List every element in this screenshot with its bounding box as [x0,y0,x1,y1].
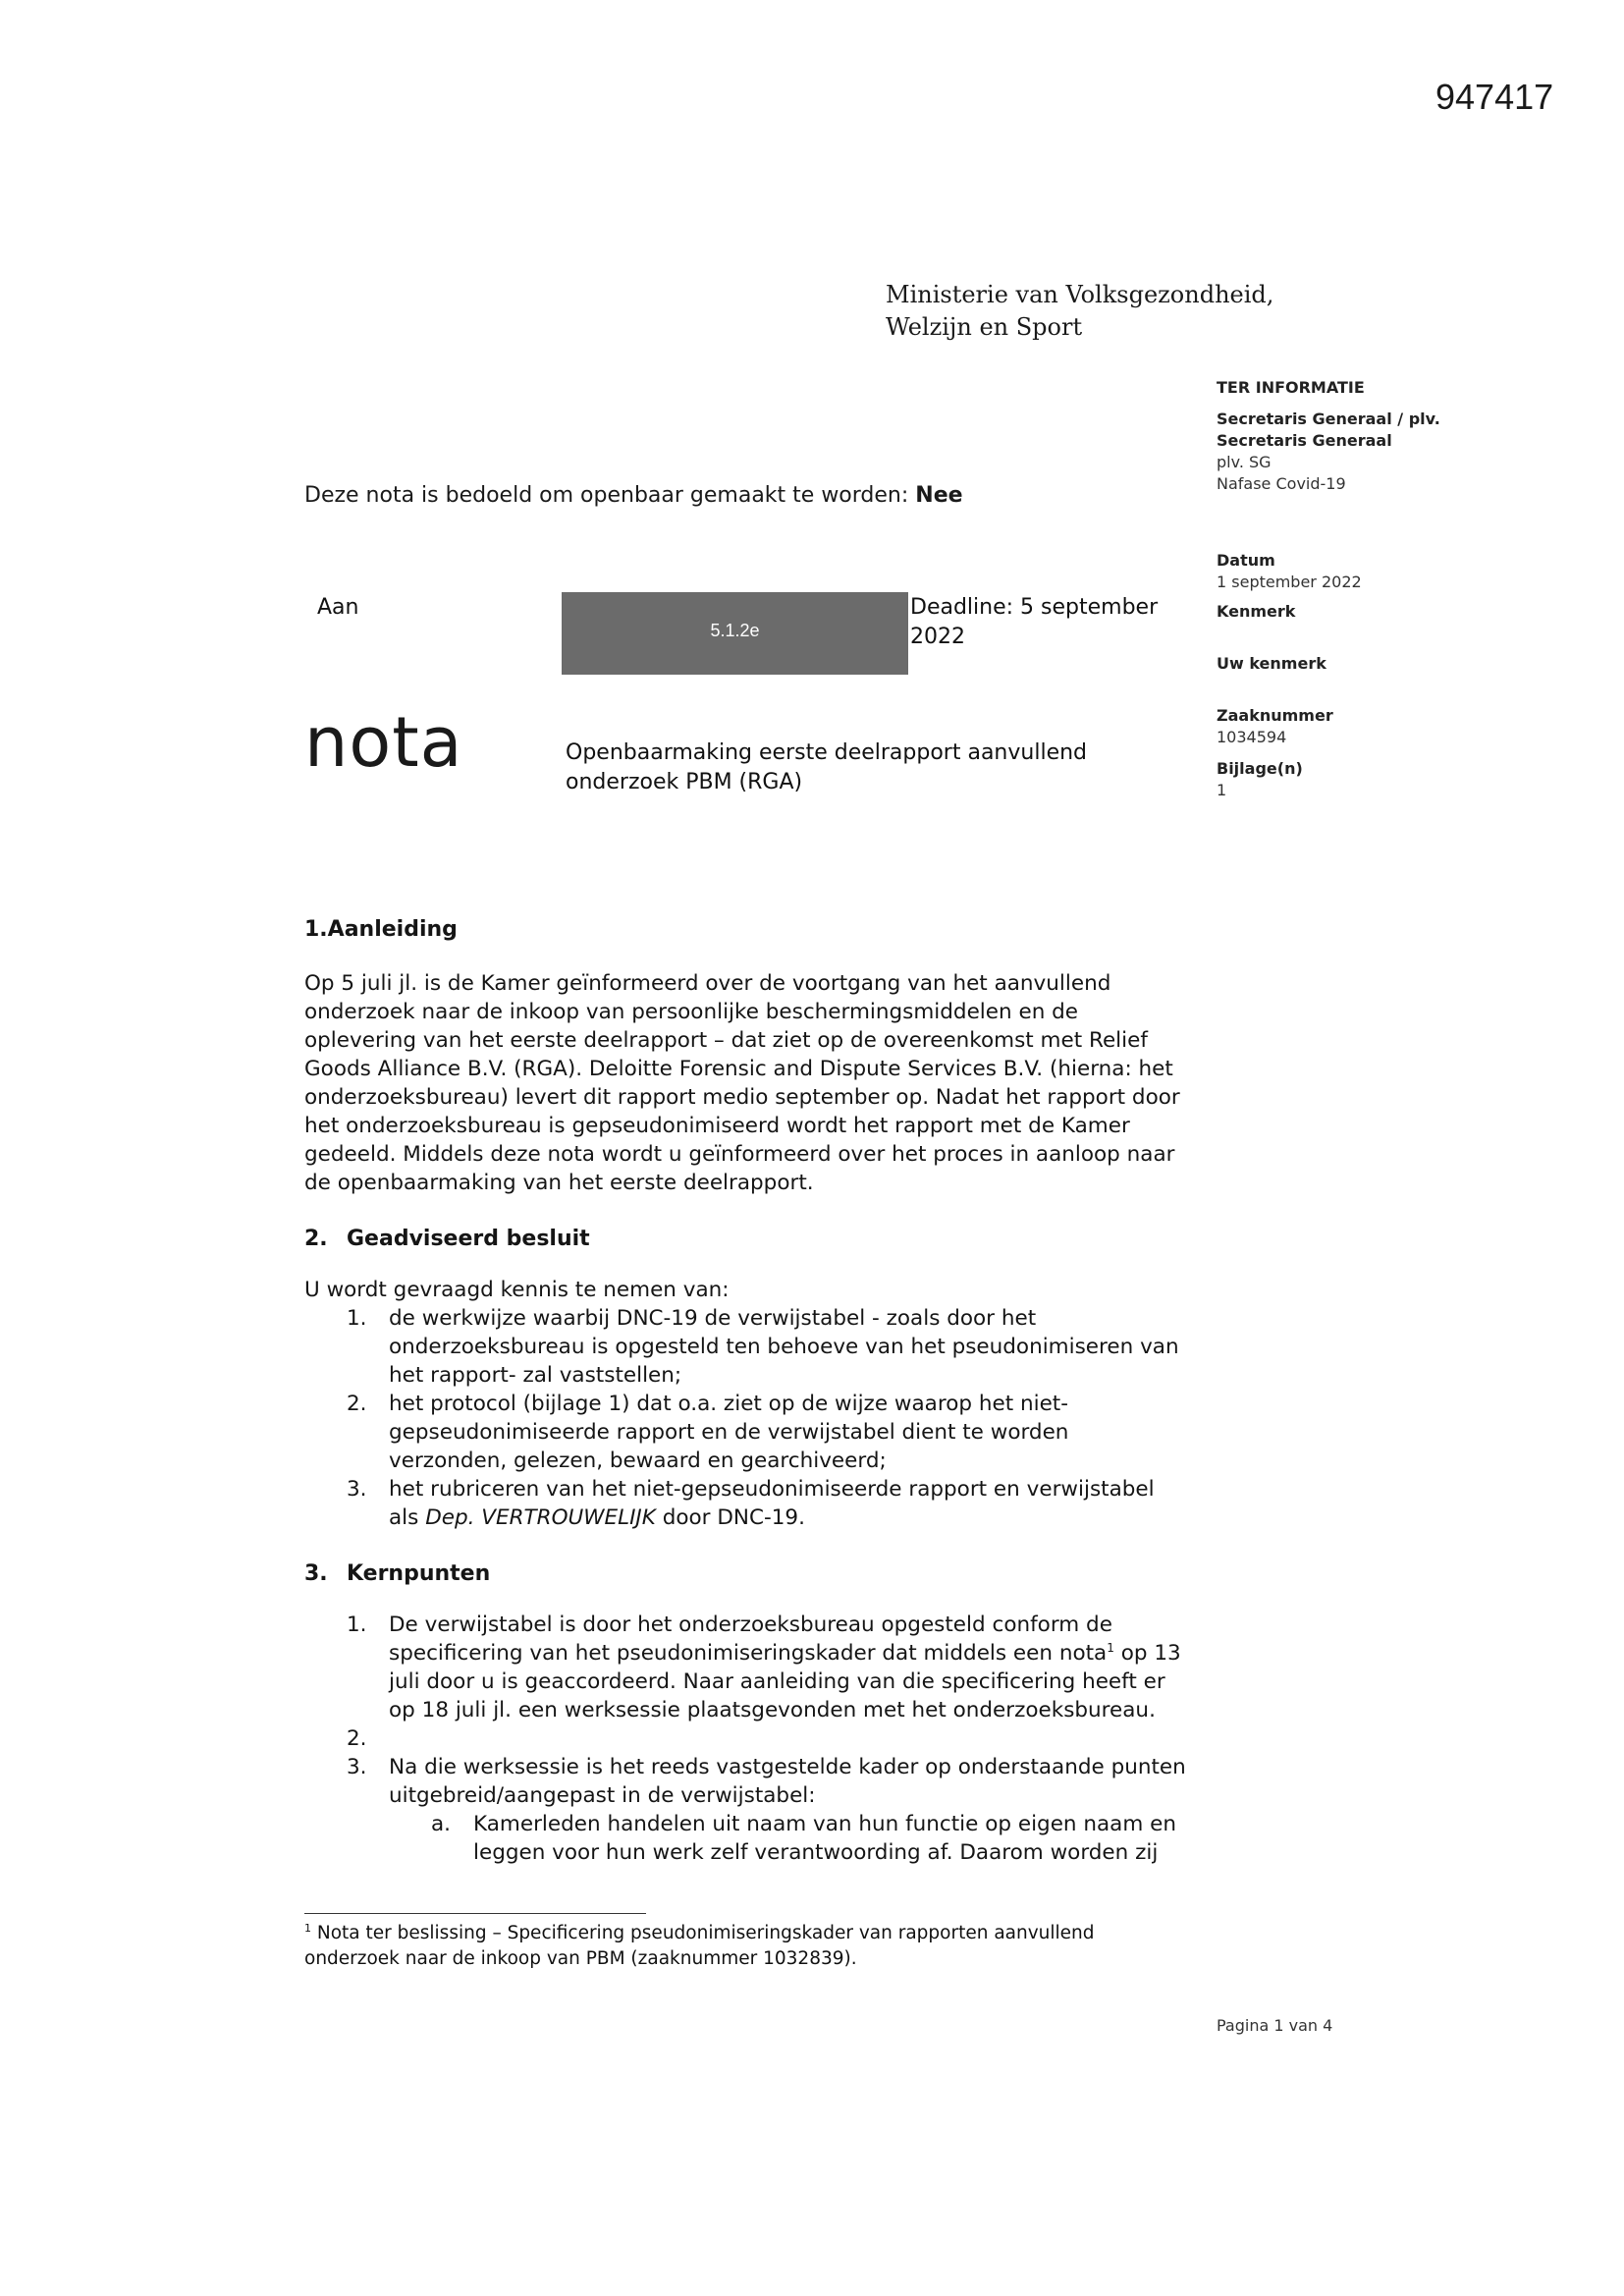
zaaknummer-value: 1034594 [1217,728,1287,746]
subject [566,738,1115,797]
list-item-number: 3. [347,1477,367,1502]
kenmerk-label: Kenmerk [1217,602,1296,621]
section-2-number: 2. [304,1227,328,1251]
sub-list [389,1810,1188,1867]
org-line-1: Secretaris Generaal / plv. [1217,410,1440,428]
list-item-number: 1. [347,1306,367,1331]
list-item-text: het rubriceren van het niet-gepseudonimiseerde rapport en verwijstabel als [389,1477,1155,1530]
section-1-paragraph: Op 5 juli jl. is de Kamer geïnformeerd over de voortgang van het aanvullend onderzoek naar de inkoop van persoonlijke beschermingsmiddelen en de oplevering van het eerste deelrapport – dat ziet op de overeenkomst met Relief Goods Alliance B.V. (RGA). Deloitte Forensic and Dispute Services B.V. (hierna: het onderzoeksbureau) levert dit rapport medio september op. Nadat het rapport door het onderzoeksbureau is gepseudonimiseerd wordt het rapport met de Kamer gedeeld. Middels deze nota wordt u geïnformeerd over het proces in aanloop naar de openbaarmaking van het eerste deelrapport. [304,971,1180,1195]
section-2-heading [304,1225,1188,1253]
list-item-number: 3. [347,1755,367,1779]
section-2-list [304,1304,1188,1532]
page-number: Pagina 1 van 4 [1217,2016,1333,2035]
bijlagen-value: 1 [1217,781,1227,799]
list-item-number: 1. [347,1613,367,1637]
section-3-number: 3. [304,1561,328,1586]
datum-label: Datum [1217,551,1275,570]
sub-list-item-text: Kamerleden handelen uit naam van hun functie op eigen naam en leggen voor hun werk zelf verantwoording af. Daarom worden zij [473,1812,1176,1865]
footnote-divider [304,1913,646,1914]
subject-line-1: Openbaarmaking eerste deelrapport aanvullend [566,740,1088,765]
publication-value: Nee [915,483,963,508]
uw-kenmerk-label: Uw kenmerk [1217,654,1326,673]
list-item-number: 2. [347,1392,367,1416]
list-item-text-end: op 13 juli door u is geaccordeerd. Naar aanleiding van die specificering heeft er op 18 juli jl. een werksessie plaatsgevonden met het onderzoeksbureau. [389,1641,1181,1722]
deadline-line-2: 2022 [910,625,965,649]
section-3-list [304,1611,1188,1867]
footnote-text: Nota ter beslissing – Specificering pseudonimiseringskader van rapporten aanvullend onderzoek naar de inkoop van PBM (zaaknummer 1032839). [304,1923,1095,1969]
deadline-line-1: Deadline: 5 september [910,595,1159,620]
org-line-3: plv. SG [1217,453,1272,471]
ministry-line-2: Welzijn en Sport [886,313,1083,341]
list-item-text: De verwijstabel is door het onderzoeksbureau opgesteld conform de specificering van het pseudonimiseringskader dat middels een nota [389,1613,1112,1666]
list-item [304,1611,1188,1724]
redaction-code: 5.1.2e [710,621,760,640]
list-item [304,1753,1188,1867]
list-item [304,1390,1188,1475]
metadata-sidebar [1217,377,1570,801]
section-2-intro: U wordt gevraagd kennis te nemen van: [304,1278,730,1302]
ministry-line-1: Ministerie van Volksgezondheid, [886,281,1274,308]
datum-value: 1 september 2022 [1217,573,1362,591]
list-item [304,1724,1188,1753]
section-1-title: 1.Aanleiding [304,917,458,942]
redaction-box [562,592,908,675]
section-3-title: Kernpunten [347,1561,491,1586]
publication-text: Deze nota is bedoeld om openbaar gemaakt te worden: [304,483,909,508]
org-line-2: Secretaris Generaal [1217,431,1392,450]
document-body [304,915,1188,1867]
section-2-title: Geadviseerd besluit [347,1227,590,1251]
footnote-number: 1 [304,1921,311,1935]
zaaknummer-label: Zaaknummer [1217,706,1333,725]
list-item-text: de werkwijze waarbij DNC-19 de verwijstabel - zoals door het onderzoeksbureau is opgesteld ten behoeve van het pseudonimiseren van het rapport- zal vaststellen; [389,1306,1179,1388]
sub-list-item-letter: a. [431,1812,452,1836]
subject-line-2: onderzoek PBM (RGA) [566,770,803,794]
list-item-number: 2. [347,1726,367,1751]
list-item-text: Na die werksessie is het reeds vastgestelde kader op onderstaande punten uitgebreid/aangepast in de verwijstabel: [389,1755,1186,1808]
to-label: Aan [317,595,359,620]
bijlagen-label: Bijlage(n) [1217,759,1303,778]
deadline [910,593,1175,652]
org-line-4: Nafase Covid-19 [1217,474,1346,493]
sub-list-item [389,1810,1188,1867]
footnote-ref[interactable]: 1 [1107,1640,1114,1655]
document-number: 947417 [1435,77,1554,117]
ministry-logo-text [886,279,1273,344]
nota-logo: nota [304,702,463,783]
list-item [304,1304,1188,1390]
ter-informatie-label: TER INFORMATIE [1217,378,1365,397]
list-item-text: het protocol (bijlage 1) dat o.a. ziet op de wijze waarop het niet-gepseudonimiseerde rapport en de verwijstabel dient te worden verzonden, gelezen, bewaard en gearchiveerd; [389,1392,1069,1473]
list-item [304,1475,1188,1532]
section-3-heading [304,1559,1188,1588]
footnote [304,1921,1188,1972]
classification-label: Dep. VERTROUWELIJK [425,1505,656,1530]
publication-statement [304,483,963,508]
list-item-text-end: door DNC-19. [655,1505,805,1530]
